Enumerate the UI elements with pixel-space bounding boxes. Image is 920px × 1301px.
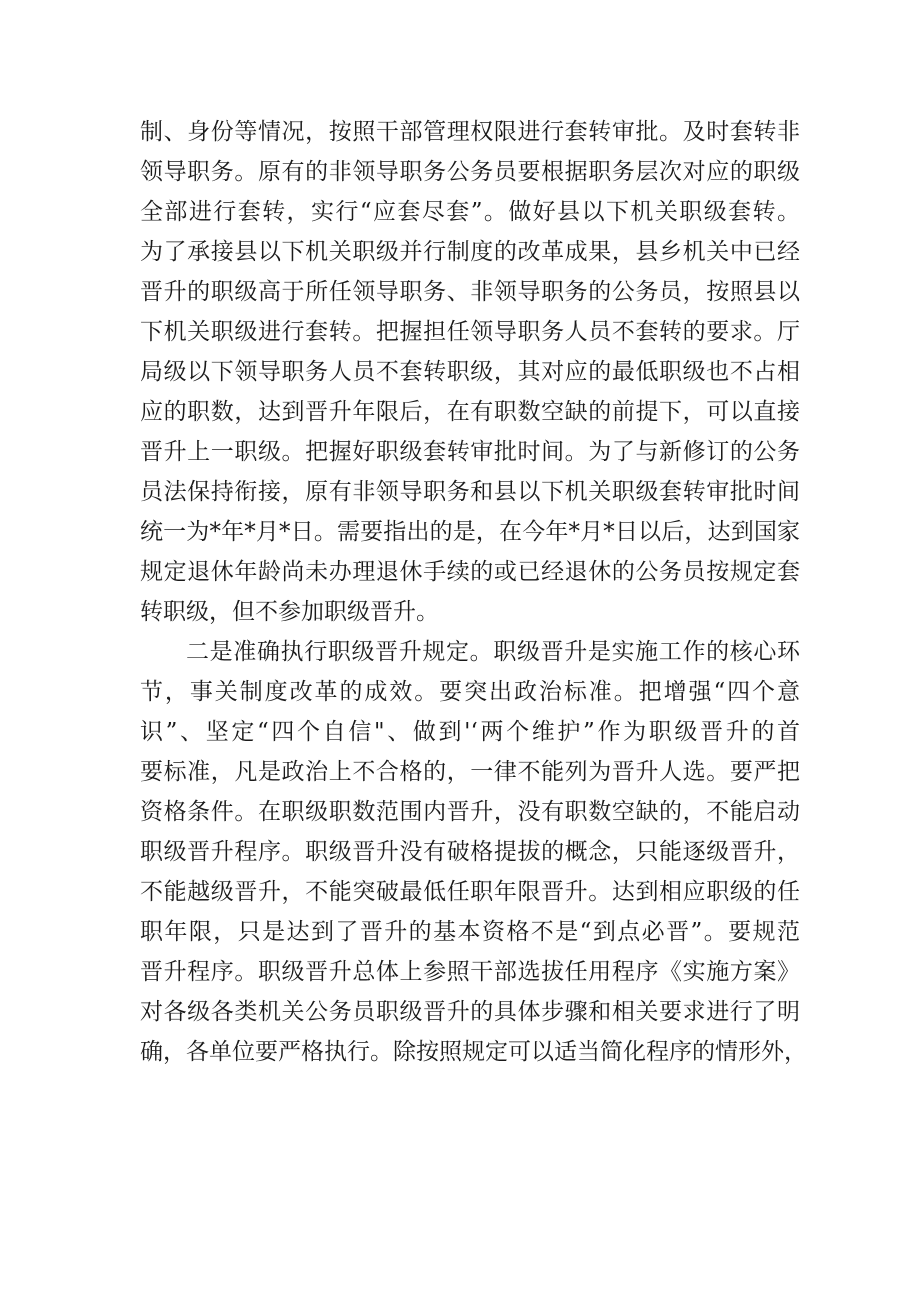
paragraph-2-line-1: 二是准确执行职级晋升规定。职级晋升是实施工作的核心环	[186, 639, 800, 665]
text-line-13: 转职级，但不参加职级晋升。	[140, 599, 439, 625]
text-line-8: 应的职数，达到晋升年限后，在有职数空缺的前提下，可以直接	[140, 399, 800, 425]
text-line-4: 为了承接县以下机关职级并行制度的改革成果，县乡机关中已经	[140, 239, 800, 265]
text-line-12: 规定退休年龄尚未办理退休手续的或已经退休的公务员按规定套	[140, 559, 800, 585]
text-line-7: 局级以下领导职务人员不套转职级，其对应的最低职级也不占相	[140, 359, 800, 385]
text-line-21: 职年限，只是达到了晋升的基本资格不是“到点必晋”。要规范	[140, 919, 800, 945]
text-line-15: 节，事关制度改革的成效。要突出政治标准。把增强“四个意	[140, 679, 800, 705]
text-line-6: 下机关职级进行套转。把握担任领导职务人员不套转的要求。厅	[140, 319, 800, 345]
text-line-5: 晋升的职级高于所任领导职务、非领导职务的公务员，按照县以	[140, 279, 800, 305]
text-line-2: 领导职务。原有的非领导职务公务员要根据职务层次对应的职级	[140, 159, 800, 185]
text-line-22: 晋升程序。职级晋升总体上参照干部选拔任用程序《实施方案》	[140, 959, 800, 985]
text-line-19: 职级晋升程序。职级晋升没有破格提拔的概念，只能逐级晋升，	[140, 839, 800, 865]
text-line-17: 要标准，凡是政治上不合格的，一律不能列为晋升人选。要严把	[140, 759, 800, 785]
text-line-20: 不能越级晋升，不能突破最低任职年限晋升。达到相应职级的任	[140, 879, 800, 905]
text-line-16: 识”、坚定“四个自信"、做到'‘两个维护”作为职级晋升的首	[140, 719, 800, 745]
text-line-3: 全部进行套转，实行“应套尽套”。做好县以下机关职级套转。	[140, 199, 800, 225]
text-line-24: 确，各单位要严格执行。除按照规定可以适当简化程序的情形外，	[140, 1039, 807, 1065]
text-line-23: 对各级各类机关公务员职级晋升的具体步骤和相关要求进行了明	[140, 999, 800, 1025]
text-line-1: 制、身份等情况，按照干部管理权限进行套转审批。及时套转非	[140, 119, 800, 145]
document-body	[140, 112, 807, 1072]
text-line-9: 晋升上一职级。把握好职级套转审批时间。为了与新修订的公务	[140, 439, 800, 465]
text-line-10: 员法保持衔接，原有非领导职务和县以下机关职级套转审批时间	[140, 479, 800, 505]
text-line-18: 资格条件。在职级职数范围内晋升，没有职数空缺的，不能启动	[140, 799, 800, 825]
text-line-11: 统一为*年*月*日。需要指出的是，在今年*月*日以后，达到国家	[140, 519, 800, 545]
